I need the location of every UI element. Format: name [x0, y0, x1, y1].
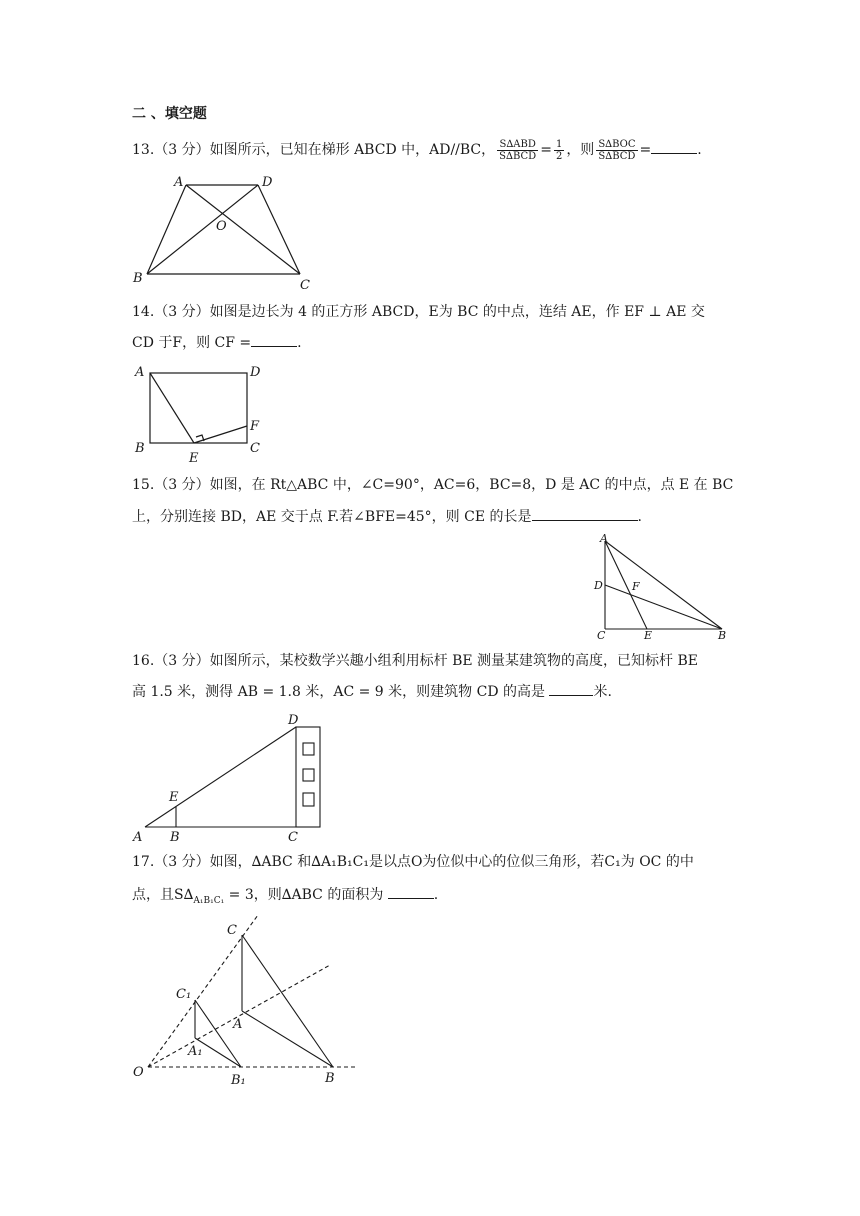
q13-end: . [697, 142, 702, 158]
q13-eq2: = [639, 142, 652, 158]
q16-line-2 [132, 681, 612, 702]
q17-label-b: B [325, 1071, 335, 1086]
q14-line-2-end: . [297, 335, 302, 351]
q13-half-den: 2 [555, 150, 563, 162]
q13-answer-blank[interactable] [651, 139, 697, 154]
q15-label-a: A [600, 532, 608, 545]
q13-label-o: O [216, 219, 227, 234]
q14-label-f: F [250, 419, 260, 434]
q16-line-2-prefix: 高 1.5 米，测得 AB = 1.8 米，AC = 9 米，则建筑物 CD 的高是 [132, 684, 546, 700]
q17-line-2 [132, 884, 438, 911]
q17-line-2-sub: A₁B₁C₁ [193, 895, 225, 906]
q13-label-c: C [300, 278, 310, 293]
q17-answer-blank[interactable] [388, 884, 434, 899]
q14-line-2-prefix: CD 于F，则 CF = [132, 335, 252, 351]
q16-label-d: D [288, 713, 299, 728]
q15-answer-blank[interactable] [532, 506, 638, 521]
q13-fraction-2-num: S∆BOC [598, 138, 636, 150]
q15-label-e: E [644, 629, 653, 642]
q17-figure [130, 912, 370, 1092]
q15-label-b: B [718, 629, 727, 642]
q15-label-d: D [594, 579, 603, 592]
q16-label-c: C [288, 830, 298, 845]
q13-half [554, 139, 564, 162]
q17-label-a1: A₁ [188, 1044, 203, 1059]
q16-answer-blank[interactable] [549, 681, 593, 696]
q17-label-c: C [227, 923, 237, 938]
q15-line-2-end: . [637, 509, 642, 525]
q13-fraction-2 [596, 139, 637, 162]
q13-fraction-1 [497, 139, 538, 162]
q17-line-2-end: . [433, 887, 439, 903]
q16-line-1: 16.（3 分）如图所示，某校数学兴趣小组利用标杆 BE 测量某建筑物的高度，已知标杆 BE [132, 653, 698, 669]
q16-figure [130, 710, 340, 845]
q14-label-a: A [135, 365, 145, 380]
q13-text [132, 137, 702, 163]
q17-label-a: A [233, 1017, 243, 1032]
q17-label-b1: B₁ [231, 1073, 246, 1088]
q13-figure [130, 172, 330, 292]
q15-line-1: 15.（3 分）如图，在 Rt△ABC 中，∠C=90°，AC=6，BC=8，D 是 AC 的中点，点 E 在 BC [132, 477, 734, 493]
q14-label-d: D [250, 365, 261, 380]
q15-line-2 [132, 506, 642, 527]
q16-label-e: E [169, 790, 179, 805]
q16-line-2-end: 米. [593, 684, 612, 700]
q15-line-2-prefix: 上，分别连接 BD，AE 交于点 F.若∠BFE=45°，则 CE 的长是 [132, 509, 532, 525]
q16-label-b: B [170, 830, 180, 845]
q17-line-2-prefix: 点，且S∆ [132, 887, 194, 903]
q14-figure [130, 362, 270, 466]
q13-prefix: 13.（3 分）如图所示，已知在梯形 ABCD 中，AD//BC， [132, 142, 496, 158]
q14-label-c: C [250, 441, 260, 456]
q14-line-2 [132, 332, 302, 353]
q14-answer-blank[interactable] [251, 332, 297, 347]
q13-fraction-1-num: S∆ABD [497, 139, 538, 151]
q13-label-a: A [174, 175, 184, 190]
q15-label-f: F [632, 580, 640, 593]
q15-figure [592, 532, 742, 642]
q13-label-b: B [133, 271, 143, 286]
section-title: 二 、填空题 [132, 106, 207, 122]
q14-label-e: E [189, 451, 199, 466]
q14-label-b: B [135, 441, 145, 456]
q13-half-num: 1 [555, 138, 563, 150]
q17-label-c1: C₁ [176, 987, 192, 1002]
q17-line-2-mid: = 3，则∆ABC 的面积为 [224, 887, 384, 903]
q17-line-1: 17.（3 分）如图，∆ABC 和∆A₁B₁C₁是以点O为位似中心的位似三角形，若C₁为 OC 的中 [132, 854, 694, 870]
q16-label-a: A [133, 830, 143, 845]
q15-label-c: C [597, 629, 606, 642]
q13-fraction-1-den: S∆BCD [499, 150, 537, 162]
q13-fraction-2-den: S∆BCD [598, 150, 636, 162]
q14-line-1: 14.（3 分）如图是边长为 4 的正方形 ABCD，E为 BC 的中点，连结 AE，作 EF ⊥ AE 交 [132, 304, 705, 320]
q17-label-o: O [133, 1065, 144, 1080]
q13-mid: ，则 [566, 142, 595, 158]
q13-eq1: = [540, 142, 552, 158]
q13-label-d: D [262, 175, 273, 190]
